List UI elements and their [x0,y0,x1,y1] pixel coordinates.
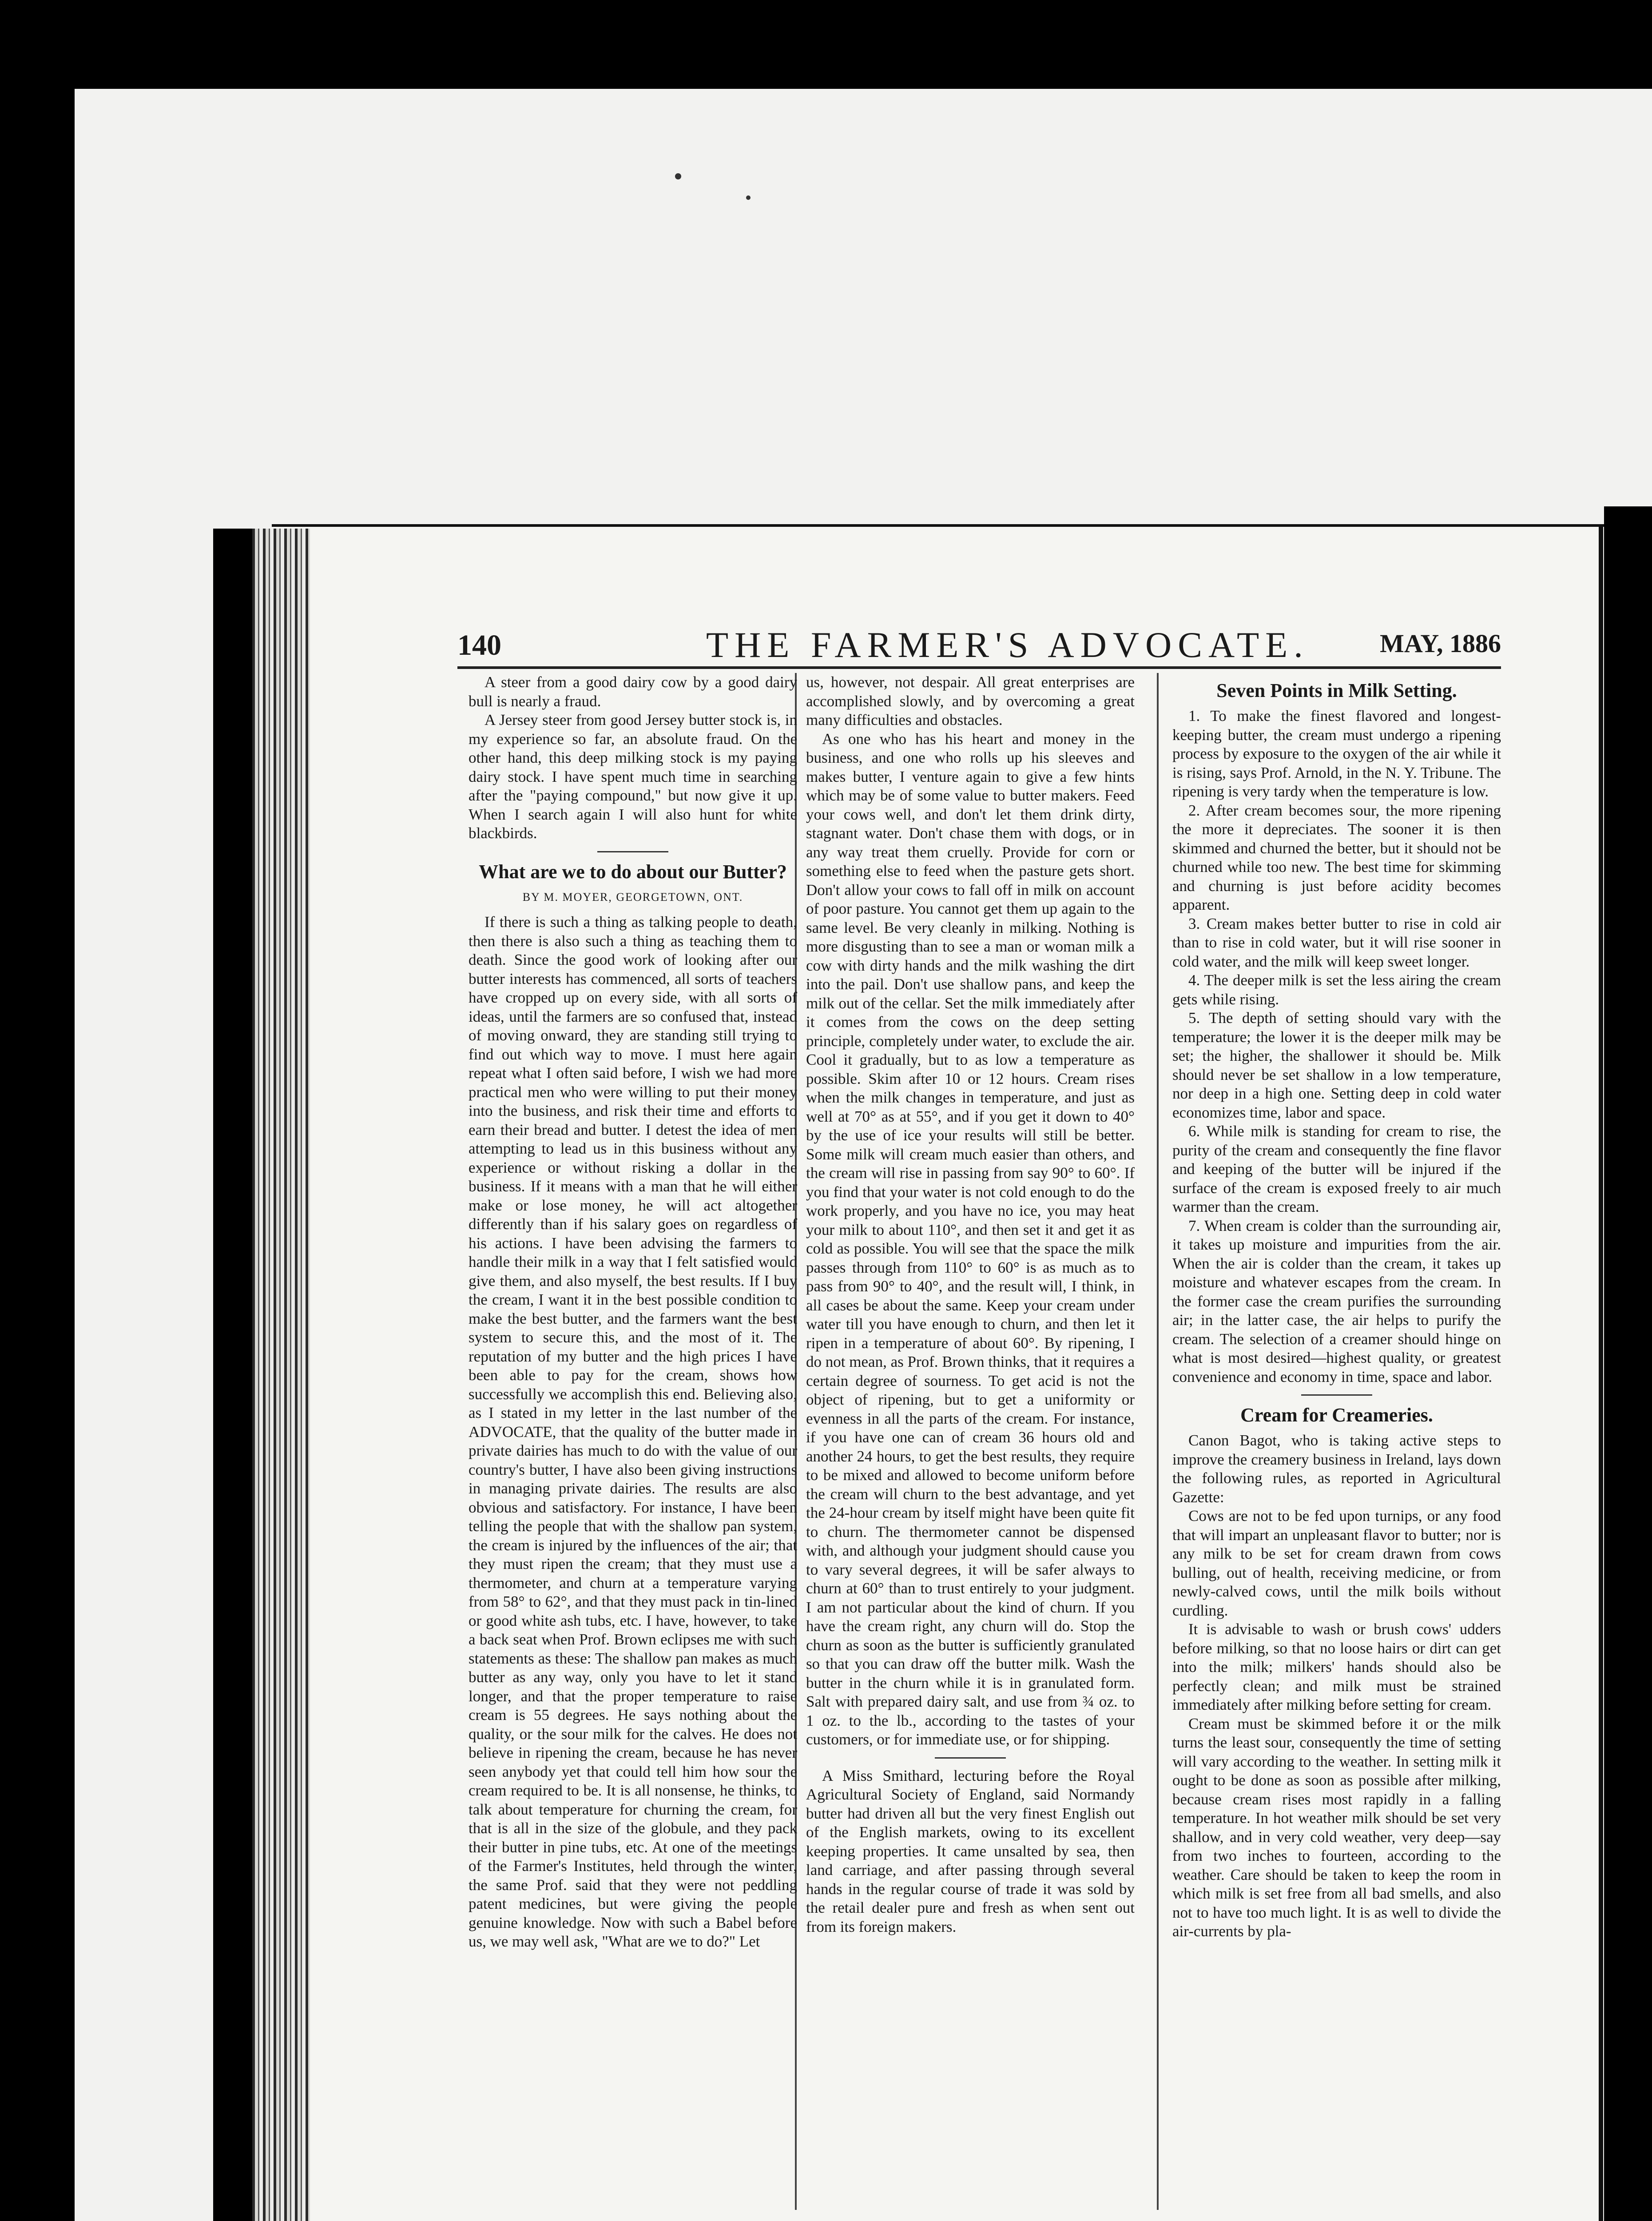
page-right-rule [1599,524,1603,2221]
paragraph: Canon Bagot, who is taking active steps to improve the creamery business in Ireland, lays down the following rules, as reported in Agricultural Gazette: [1172,1432,1501,1506]
article-heading: What are we to do about our Butter? [479,860,787,883]
ink-speck [675,173,681,179]
page-edges [252,529,310,2221]
scan-border-left [0,0,75,2221]
paragraph: A Miss Smithard, lecturing before the Royal Agricultural Society of England, said Normandy butter had driven all but the very finest English out of the English markets, owing to its excellent keeping properties. It came unsalted by sea, then land carriage, and after passing through several hands in the regular course of trade it was sold by the retail dealer pure and fresh as when sent out from its foreign makers. [806,1767,1135,1935]
column-2 [806,673,1135,1936]
numbered-point: 3. Cream makes better butter to rise in cold air than to rise in cold water, but it will rise sooner in cold water, and the milk will keep sweet longer. [1172,915,1501,970]
ink-speck [746,195,751,200]
article-heading: Seven Points in Milk Setting. [1216,680,1457,701]
paragraph: A Jersey steer from good Jersey butter stock is, in my experience so far, an absolute fraud. On the other hand, this deep milking stock is my paying dairy stock. I have spent much time in searching after the "paying compound," but now give it up. When I search again I will also hunt for white blackbirds. [469,711,797,842]
numbered-point: 6. While milk is standing for cream to rise, the purity of the cream and consequently the fine flavor and keeping of the butter will be injured if the surface of the cream is exposed freely to air much warmer than the cream. [1172,1122,1501,1215]
paragraph: Cream must be skimmed before it or the milk turns the least sour, consequently the time of setting will vary according to the weather. In setting milk it ought to be done as soon as possible after milking, because cream rises most rapidly in a falling temperature. In hot weather milk should be set very shallow, and in very cold weather, very deep—say from two inches to fourteen, according to the weather. Care should be taken to keep the room in which milk is set free from all bad smells, and also not to have too much light. It is as well to divide the air-currents by pla- [1172,1715,1501,1940]
paragraph: Cows are not to be fed upon turnips, or any food that will impart an unpleasant flavor to butter; nor is any milk to be set for cream drawn from cows bulling, out of health, receiving medicine, or from newly-calved cows, until the milk boils without curdling. [1172,1507,1501,1619]
page-header [457,620,1501,664]
paragraph: us, however, not despair. All great enterprises are accomplished slowly, and by overcoming a great many difficulties and obstacles. [806,673,1135,728]
page-number: 140 [457,629,501,661]
book-gutter [213,529,252,2221]
masthead-title: THE FARMER'S ADVOCATE. [706,625,1309,665]
column-rule [1157,673,1159,2210]
section-divider [597,851,668,852]
numbered-point: 4. The deeper milk is set the less airing the cream gets while rising. [1172,971,1501,1008]
section-divider [1301,1394,1372,1396]
column-3 [1172,673,1501,1941]
paragraph: If there is such a thing as talking people to death, then there is also such a thing as teaching them to death. Since the good work of looking after our butter interests has commenced, all sorts of teachers have cropped up on every side, with all sorts of ideas, until the farmers are so confused that, instead of moving onward, they are standing still trying to find out which way to move. I must here again repeat what I often said before, I wish we had more practical men who were willing to put their money into the business, and risk their time and efforts to earn their bread and butter. I detest the idea of men attempting to lead us in this business without any experience or without risking a dollar in the business. If it means with a man that he will either make or lose money, he will act altogether differently than if his salary goes on regardless of his actions. I have been advising the farmers to handle their milk in a way that I felt satisfied would give them, and also myself, the best results. If I buy the cream, I want it in the best possible condition to make the best butter, and the farmers want the best system to secure this, and the most of it. The reputation of my butter and the high prices I have been able to pay for the cream, shows how successfully we accomplish this end. Believing also, as I stated in my letter in the last number of the ADVOCATE, that the quality of the butter made in private dairies has much to do with the value of our country's butter, I have also been giving instructions in managing private dairies. The results are also obvious and satisfactory. For instance, I have been telling the people that with the shallow pan system, the cream is injured by the influences of the air; that they must ripen the cream; that they must use a thermometer, and churn at a temperature varying from 58° to 62°, and that they must pack in tin-lined or good white ash tubs, etc. I have, however, to take a back seat when Prof. Brown eclipses me with such statements as these: The shallow pan makes as much butter as any way, only you have to let it stand longer, and that the proper temperature to raise cream is 55 degrees. He says nothing about the quality, or the sour milk for the calves. He does not believe in ripening the cream, because he has never seen anybody yet that could tell him how sour the cream required to be. It is all nonsense, he thinks, to talk about temperature for churning the cream, for that is all in the size of the globule, and they pack their butter in pine tubs, etc. At one of the meetings of the Farmer's Institutes, held through the winter, the same Prof. said that they were not peddling patent medicines, but were giving the people genuine knowledge. Now with such a Babel before us, we may well ask, "What are we to do?" Let [469,913,797,1950]
header-rule [457,666,1501,669]
paragraph: As one who has his heart and money in the business, and one who rolls up his sleeves and makes butter, I venture again to give a few hints which may be of some value to butter makers. Feed your cows well, and don't let them drink dirty, stagnant water. Don't chase them with dogs, or in any way treat them cruelly. Provide for corn or something else to feed when the pasture gets short. Don't allow your cows to fall off in milk on account of poor pasture. You cannot get them up again to the same level. Be very cleanly in milking. Nothing is more disgusting than to see a man or woman milk a cow with dirty hands and the milk washing the dirt into the pail. Don't use shallow pans, and keep the milk out of the cellar. Set the milk immediately after it comes from the cows on the deep setting principle, completely under water, to exclude the air. Cool it gradually, but to as low a temperature as possible. Skim after 10 or 12 hours. Cream rises when the milk changes in temperature, and just as well at 70° as at 55°, and if you get it down to 40° by the use of ice your results will still be better. Some milk will cream much easier than others, and the cream will rise in passing from say 90° to 60°. If you find that your water is not cold enough to do the work properly, and you have no ice, you may heat your milk to about 110°, and then set it and get it as cold as possible. You will see that the space the milk passes through from 110° to 60° is as much as to pass from 90° to 40°, and the result will, I think, in all cases be about the same. Keep your cream under water till you have enough to churn, and then let it ripen in a temperature of about 60°. By ripening, I do not mean, as Prof. Brown thinks, that it requires a certain degree of sourness. To get acid is not the object of ripening, but to get a uniformity or evenness in all the parts of the cream. For instance, if you have one can of cream 36 hours old and another 24 hours, to get the best results, they require to be mixed and allowed to become uniform before the cream will churn to the best advantage, and yet the 24-hour cream by itself might have been quite fit to churn. The thermometer cannot be dispensed with, and although your judgment should cause you to vary several degrees, it will be safer always to churn at 60° than to trust entirely to your judgment. I am not particular about the kind of churn. If you have the cream right, any churn will do. Stop the churn as soon as the butter is sufficiently granulated so that you can draw off the butter milk. Wash the butter in the churn while it is in granulated form. Salt with prepared dairy salt, and use from ¾ oz. to 1 oz. to the lb., according to the tastes of your customers, or for immediate use, or for shipping. [806,730,1135,1748]
numbered-point: 2. After cream becomes sour, the more ripening the more it depreciates. The sooner it is then skimmed and churned the better, but it should not be churned while too new. The best time for skimming and churning is just before acidity becomes apparent. [1172,801,1501,913]
issue-date: MAY, 1886 [1380,629,1501,658]
numbered-point: 7. When cream is colder than the surrounding air, it takes up moisture and impurities from the air. When the air is colder than the cream, it takes up moisture and whatever escapes from the cream. In the former case the cream purifies the surrounding air; in the latter case, the air helps to purify the cream. The selection of a creamer should hinge on what is most desired—highest quality, or greatest convenience and economy in time, space and labor. [1172,1217,1501,1385]
paragraph: A steer from a good dairy cow by a good dairy bull is nearly a fraud. [469,673,797,710]
paragraph: It is advisable to wash or brush cows' udders before milking, so that no loose hairs or dirt can get into the milk; milkers' hands should also be perfectly clean; and milk must be strained immediately after milking before setting for cream. [1172,1620,1501,1713]
scan-border-right [1604,506,1652,2221]
column-1 [469,673,797,1951]
article-byline: BY M. MOYER, GEORGETOWN, ONT. [522,890,743,904]
numbered-point: 1. To make the finest flavored and longest-keeping butter, the cream must undergo a ripening process by exposure to the oxygen of the air while it is rising, says Prof. Arnold, in the N. Y. Tribune. The ripening is very tardy when the temperature is low. [1172,707,1501,800]
article-heading: Cream for Creameries. [1240,1404,1433,1426]
numbered-point: 5. The depth of setting should vary with the temperature; the lower it is the deeper milk may be set; the higher, the shallower it should be. Milk should never be set shallow in a low temperature, nor deep in a high one. Setting deep in cold water economizes time, labor and space. [1172,1009,1501,1121]
section-divider [935,1757,1006,1759]
